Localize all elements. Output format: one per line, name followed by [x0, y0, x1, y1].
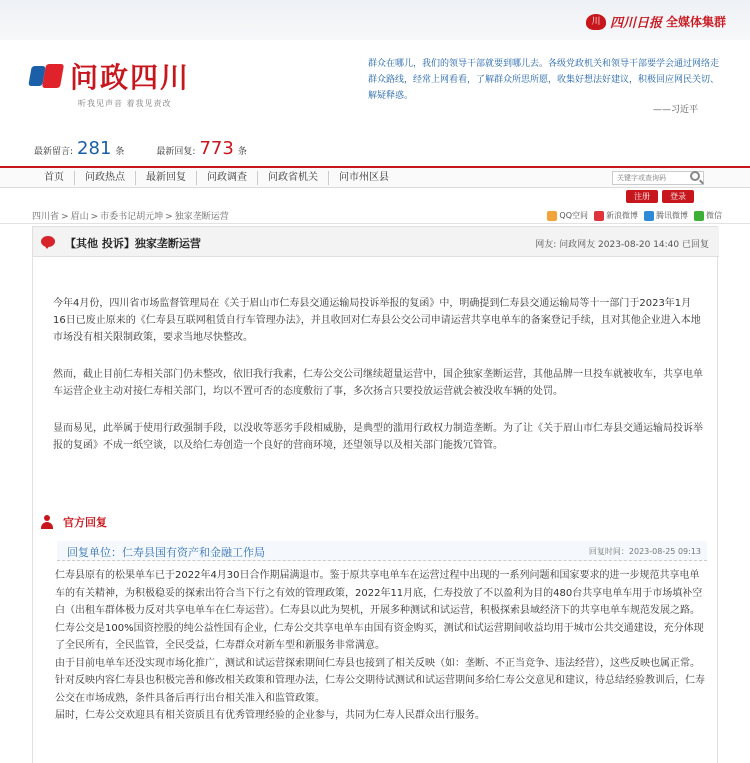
breadcrumb-item[interactable]: 眉山	[70, 212, 89, 222]
sina-weibo-icon	[594, 211, 604, 221]
nav-hot-topics[interactable]: 问政热点	[75, 171, 136, 185]
wechat-icon	[694, 211, 704, 221]
breadcrumb-item[interactable]: 市委书记胡元坤	[100, 212, 164, 222]
post-paragraph: 显而易见，此举属于使用行政强制手段，以没收等恶劣手段相威胁，是典型的滥用行政权力制造垄断。为了让《关于眉山市仁寿县交通运输局投诉举报的复函》不成一纸空谈，以及给仁寿创造一个良好的营商环境，还望领导以及相关部门能拨冗管管。	[53, 423, 703, 451]
reply-time: 回复时间：2023-08-25 09:13	[588, 547, 701, 556]
share-bar	[547, 210, 722, 221]
latest-messages-unit: 条	[115, 147, 125, 157]
leader-quote: 群众在哪儿，我们的领导干部就要到哪儿去。各级党政机关和领导干部要学会通过网络走群众路线，经常上网看看，了解群众所思所愿，收集好想法好建议，积极回应网民关切、解疑释惑。	[368, 59, 720, 101]
latest-replies-label: 最新回复:	[156, 147, 196, 157]
breadcrumb-bar	[0, 206, 750, 224]
qzone-icon	[547, 211, 557, 221]
register-button[interactable]: 注册	[626, 190, 658, 203]
latest-replies-count: 773	[199, 138, 234, 159]
nav-provincial-agencies[interactable]: 问政省机关	[258, 171, 329, 185]
official-reply-label: 官方回复	[63, 516, 107, 529]
latest-replies-unit: 条	[237, 147, 247, 157]
reply-paragraph: 由于目前电单车还没实现市场化推广，测试和试运营探索期间仁寿县也接到了相关反映（如：垄断、不正当竞争、违法经营），这些反映也属正常。针对反映内容仁寿县也积极完善和修改相关政策和管理办法，仁寿公交期待试测试和试运营期间多给仁寿公交意见和建议，待总结经验教训后，仁寿公交在市场成熟，条件具备后再行出台相关准入和监管政策。	[55, 657, 705, 704]
breadcrumb-item[interactable]: 四川省	[32, 212, 60, 222]
post-paragraph: 然而，截止目前仁寿相关部门仍未整改，依旧我行我素，仁寿公交公司继续超量运营中，国企独家垄断运营，其他品牌一旦投车就被收车，共享电单车运营企业主动对接仁寿相关部门，均以不置可否的态度敷衍了事，多次扬言只要投放运营就会被没收车辆的处罚。	[53, 369, 703, 397]
nav-surveys[interactable]: 问政调查	[197, 171, 258, 185]
site-logo[interactable]	[30, 56, 190, 109]
reply-body	[55, 567, 709, 725]
tencent-weibo-icon	[644, 211, 654, 221]
auth-buttons	[626, 190, 694, 203]
post-paragraph: 今年4月份，四川省市场监督管理局在《关于眉山市仁寿县交通运输局投诉举报的复函》中，明确提到仁寿县交通运输局等十一部门于2023年1月16日已废止原来的《仁寿县互联网租赁自行车管理办法》，并且收回对仁寿县公交公司申请运营共享电单车的备案登记手续，且对其他企业进入本地市场没有相关限制政策，要求当地尽快整改。	[53, 298, 701, 343]
login-button[interactable]: 登录	[662, 190, 694, 203]
post-card	[32, 226, 718, 763]
latest-messages-count: 281	[77, 138, 112, 159]
message-stats	[34, 138, 247, 159]
sichuan-daily-logo[interactable]	[586, 12, 726, 31]
sichuan-daily-name: 四川日报	[609, 16, 662, 31]
nav-latest-replies[interactable]: 最新回复	[136, 171, 197, 185]
site-slogan: 听我见声音 着我见责改	[78, 99, 172, 108]
post-body	[53, 295, 703, 474]
reply-paragraph: 仁寿公交是100%国资控股的纯公益性国有企业，仁寿公交共享电单车由国有资金购买，测试和试运营期间收益均用于城市公共交通建设，充分体现了全民所有，全民监管，全民受益，仁寿群众对新车型和新服务非常满意。	[55, 622, 704, 651]
search-icon[interactable]	[690, 171, 700, 181]
breadcrumb: 四川省 > 眉山 > 市委书记胡元坤 > 独家垄断运营	[32, 212, 229, 222]
wenzheng-logo-icon	[30, 62, 64, 90]
official-person-icon	[41, 515, 53, 529]
search-input[interactable]: 关键字或查询码	[612, 171, 704, 185]
post-meta: 网友: 问政网友 2023-08-20 14:40 已回复	[535, 240, 709, 250]
reply-paragraph: 仁寿县原有的松果单车已于2022年4月30日合作期届满退市。鉴于原共享电单车在运营过程中出现的一系列问题和国家要求的进一步规范共享电单车的有关精神，为积极稳妥的探索出符合当下行之有效的管理政策，2022年11月底，仁寿投放了不以盈利为目的480台共享电单车用于市场填补空白（出租车群体极力反对共享电单车在仁寿运营）。仁寿县以此为契机，开展多种测试和试运营，积极探索县域经济下的共享电单车规范发展之路。	[55, 570, 703, 616]
breadcrumb-item: 独家垄断运营	[174, 212, 229, 222]
post-title: 【其他 投诉】独家垄断运营	[65, 237, 201, 250]
main-nav	[0, 166, 750, 188]
speech-bubble-icon	[41, 236, 55, 247]
post-header	[33, 227, 719, 257]
share-tencent-weibo[interactable]: 腾讯微博	[644, 210, 688, 221]
site-title: 问政四川	[70, 61, 191, 94]
quote-author: ——习近平	[652, 105, 698, 115]
share-wechat[interactable]: 微信	[694, 210, 722, 221]
reply-paragraph: 届时，仁寿公交欢迎具有相关资质且有优秀管理经验的企业参与，共同为仁寿人民群众出行服务。	[55, 710, 485, 721]
reply-header	[57, 541, 707, 561]
share-qzone[interactable]: QQ空间	[547, 210, 588, 221]
share-sina-weibo[interactable]: 新浪微博	[594, 210, 638, 221]
nav-cities-counties[interactable]: 问市州区县	[339, 172, 389, 183]
top-banner	[0, 0, 750, 40]
nav-home[interactable]: 首页	[34, 171, 75, 185]
sichuan-daily-seal-icon: 川	[586, 14, 606, 30]
reply-unit: 回复单位：仁寿县国有资产和金融工作局	[67, 546, 265, 559]
official-reply-section	[41, 514, 107, 530]
latest-messages-label: 最新留言:	[34, 147, 74, 157]
media-group-label: 全媒体集群	[665, 15, 726, 29]
